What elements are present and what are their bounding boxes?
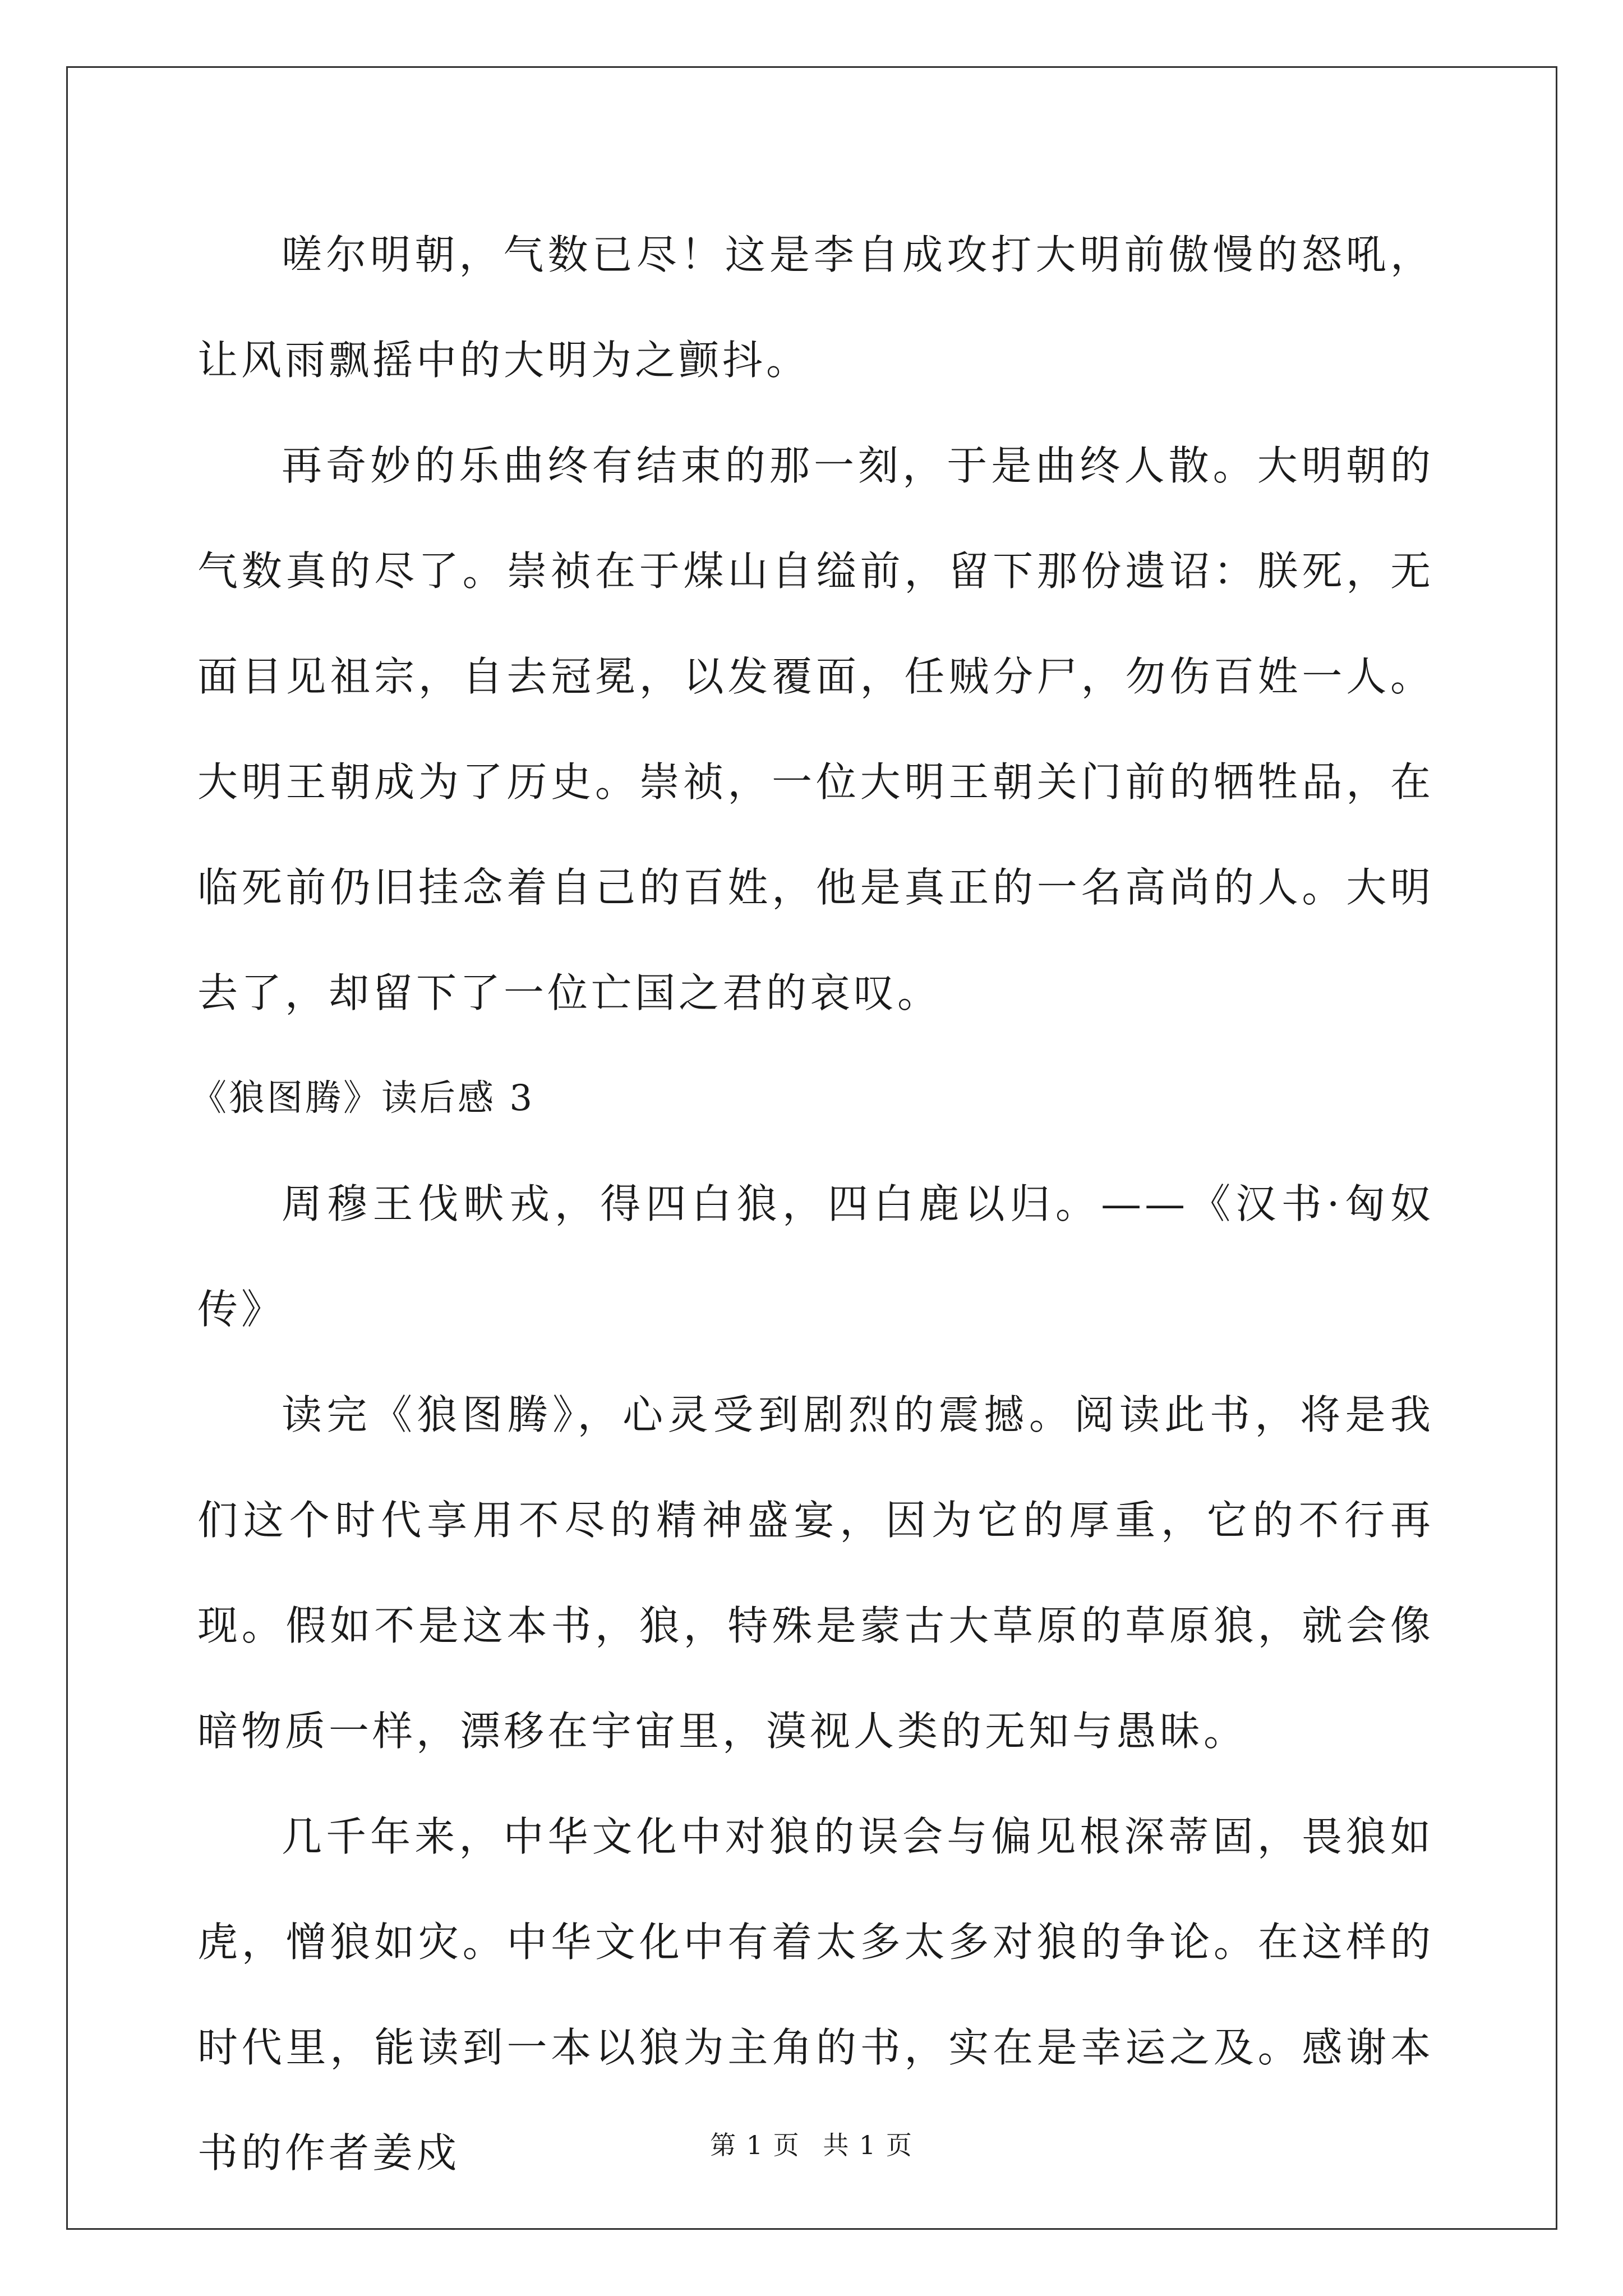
paragraph: 几千年来，中华文化中对狼的误会与偏见根深蒂固，畏狼如虎，憎狼如灾。中华文化中有着太多太多对狼的争论。在这样的时代里，能读到一本以狼为主角的书，实在是幸运之及。感谢本书的作者姜戍: [197, 1813, 1434, 2177]
total-pages: 共 1 页: [823, 2130, 913, 2160]
document-body: [191, 202, 1434, 2206]
paragraph: 读完《狼图腾》，心灵受到剧烈的震撼。阅读此书，将是我们这个时代享用不尽的精神盛宴，因为它的厚重，它的不行再现。假如不是这本书，狼，特殊是蒙古大草原的草原狼，就会像暗物质一样，漂移在宇宙里，漠视人类的无知与愚昧。: [197, 1391, 1434, 1755]
paragraph: 周穆王伐畎戎，得四白狼，四白鹿以归。——《汉书·匈奴传》: [197, 1180, 1434, 1333]
section-title: 《狼图腾》读后感 3: [191, 1078, 535, 1119]
page-footer: [0, 2125, 1623, 2162]
page-number: 第 1 页: [710, 2130, 800, 2160]
paragraph: 嗟尔明朝，气数已尽！这是李自成攻打大明前傲慢的怒吼，让风雨飘摇中的大明为之颤抖。: [197, 231, 1434, 384]
paragraph: 再奇妙的乐曲终有结束的那一刻，于是曲终人散。大明朝的气数真的尽了。崇祯在于煤山自缢前，留下那份遗诏：朕死，无面目见祖宗，自去冠冕，以发覆面，任贼分尸，勿伤百姓一人。大明王朝成为了历史。崇祯，一位大明王朝关门前的牺牲品，在临死前仍旧挂念着自己的百姓，他是真正的一名高尚的人。大明去了，却留下了一位亡国之君的哀叹。: [197, 442, 1434, 1016]
